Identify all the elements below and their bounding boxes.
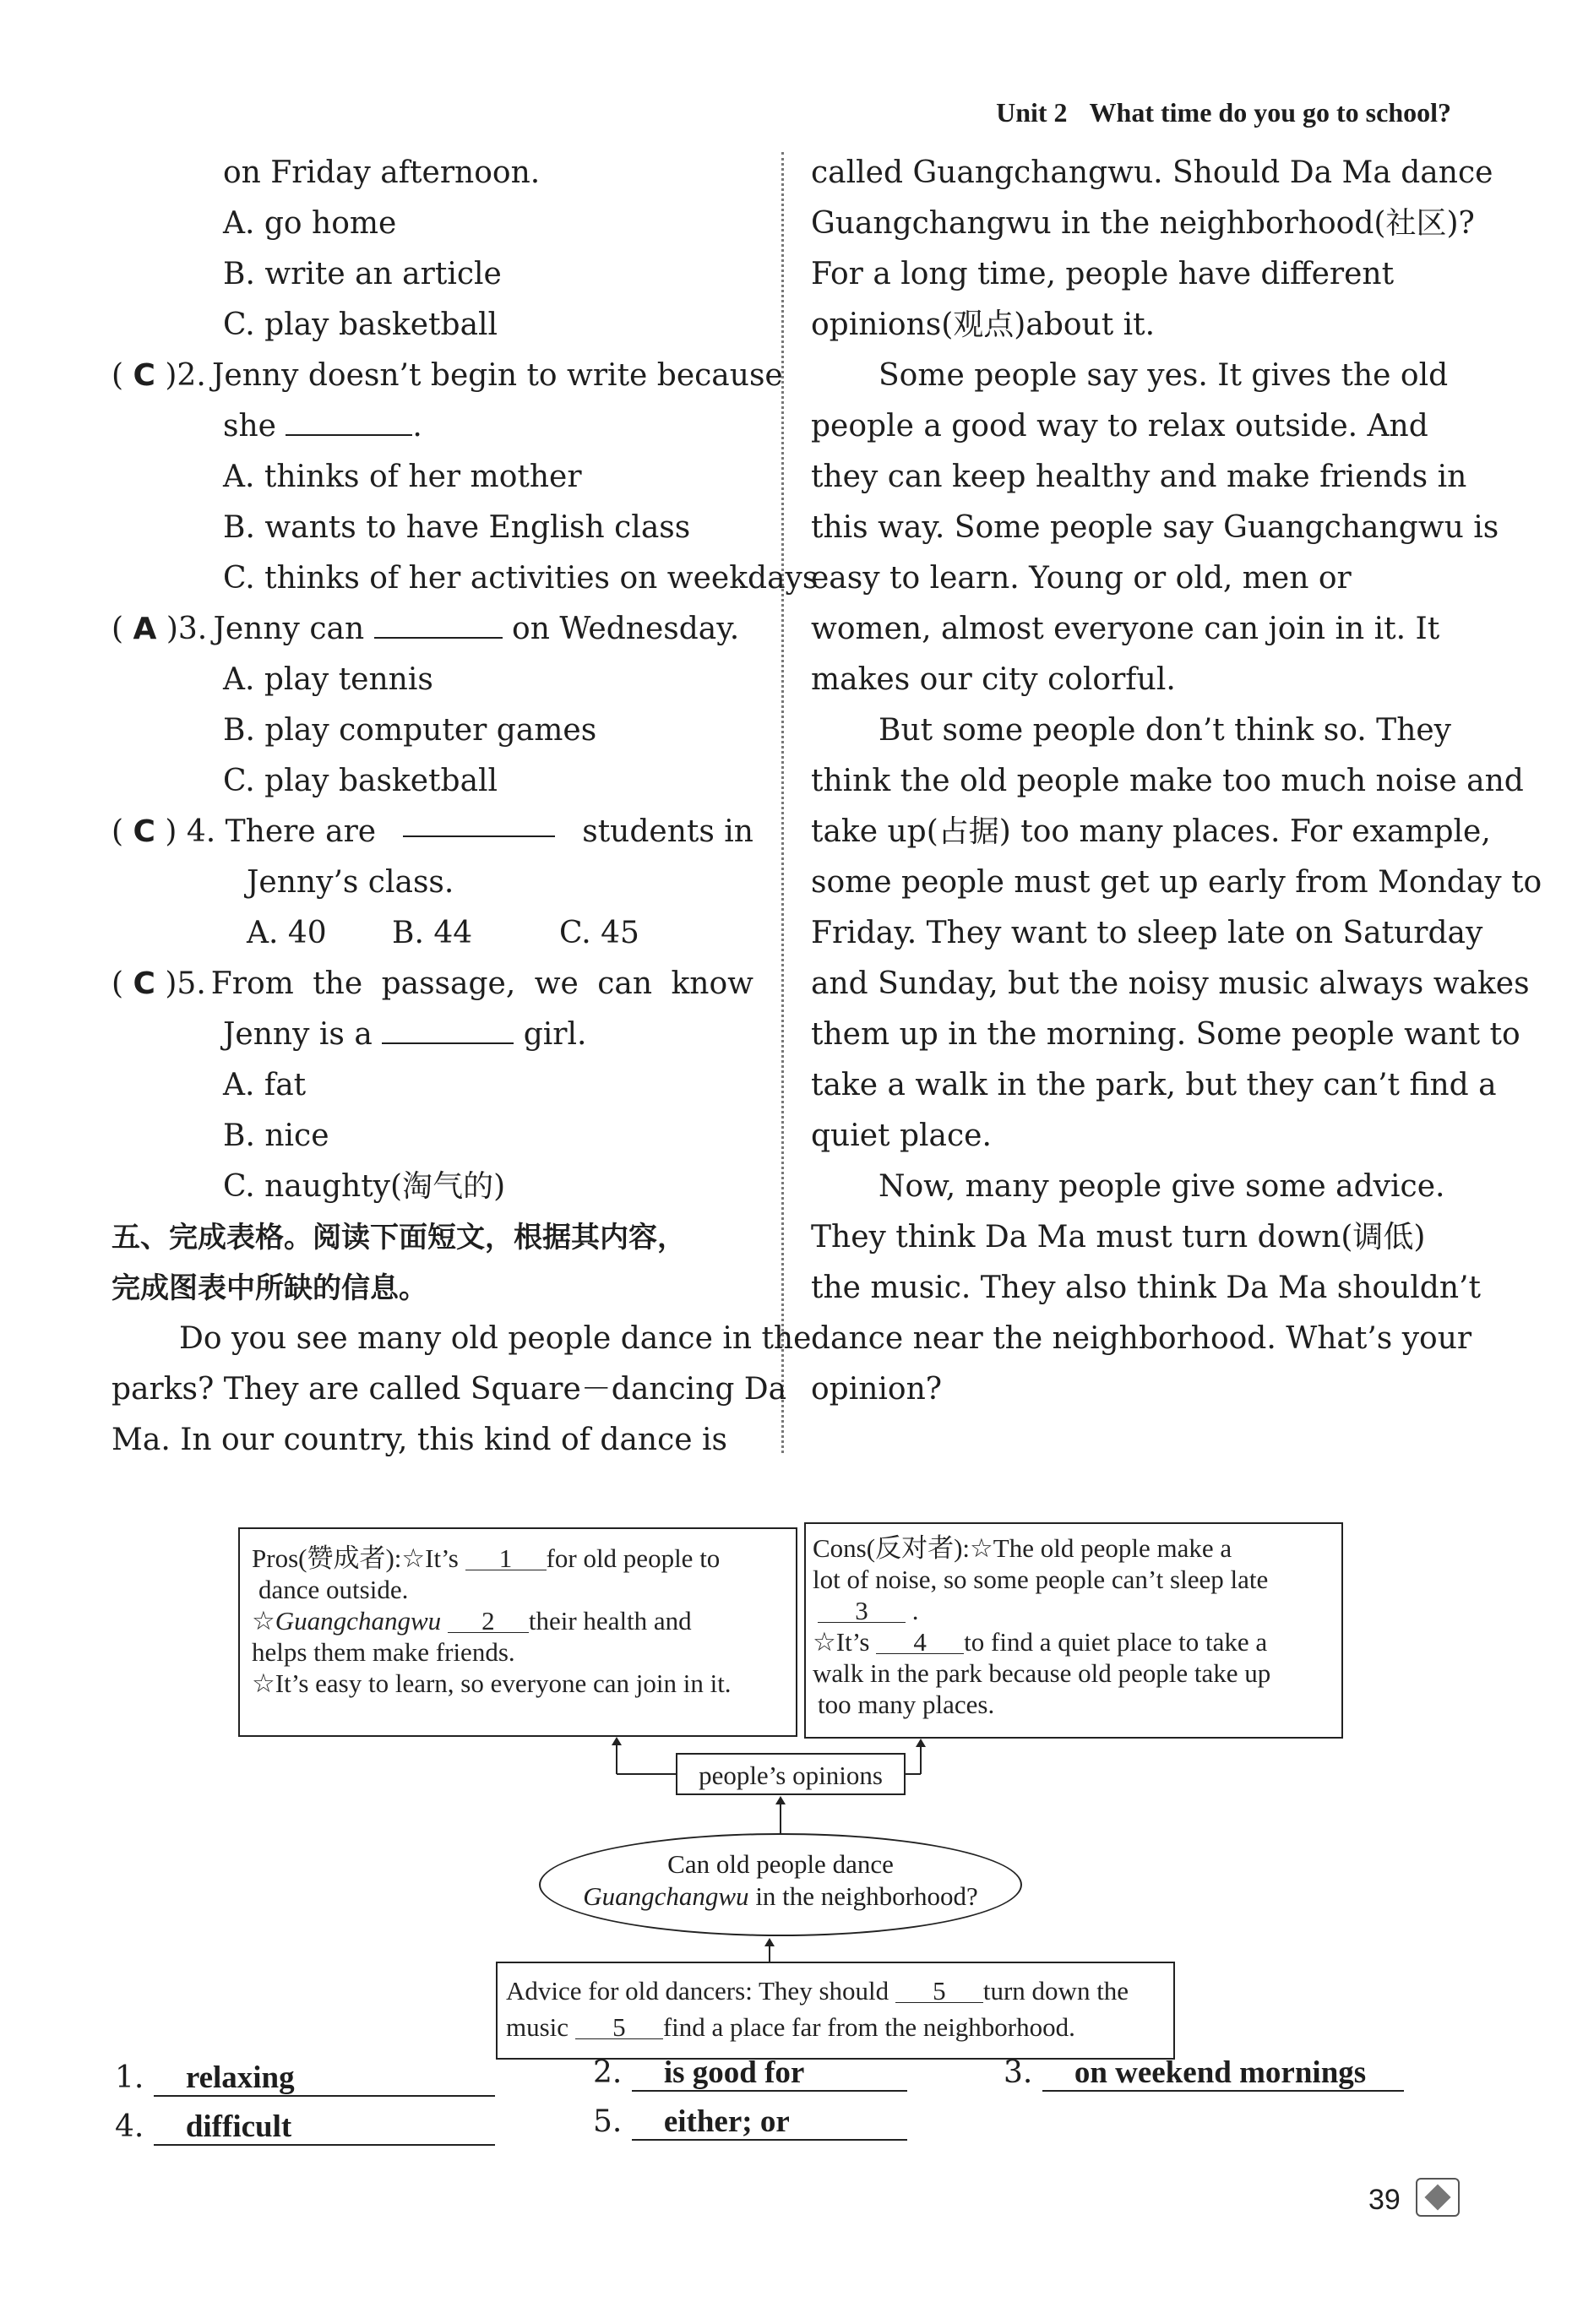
question-4: ( C ) 4. There are students in — [112, 807, 753, 857]
q1-option-b: B. write an article — [223, 257, 502, 291]
passage-line-2: parks? They are called Square－dancing Da — [112, 1372, 787, 1407]
arrow-head — [764, 1938, 775, 1946]
answer-value: on weekend mornings — [1042, 2055, 1404, 2092]
answer-mark: C — [133, 814, 155, 849]
q5-option-b: B. nice — [223, 1118, 329, 1153]
q1-option-c: C. play basketball — [223, 308, 498, 342]
diamond-icon — [1424, 2184, 1450, 2210]
q3-option-a: A. play tennis — [223, 662, 433, 697]
passage-right-line: this way. Some people say Guangchangwu is — [811, 510, 1499, 545]
q1-option-a: A. go home — [223, 206, 397, 241]
q4-option-b: B. 44 — [392, 916, 473, 950]
passage-right-line: Guangchangwu in the neighborhood(社区)? — [811, 206, 1475, 241]
question-2-cont: she . — [112, 401, 753, 452]
passage-right-line: called Guangchangwu. Should Da Ma dance — [811, 155, 1493, 190]
q2-option-b: B. wants to have English class — [223, 510, 691, 545]
passage-right-line: makes our city colorful. — [811, 662, 1176, 697]
q1-tail: on Friday afternoon. — [223, 155, 541, 190]
q2-option-a: A. thinks of her mother — [223, 460, 582, 494]
passage-right-line: Now, many people give some advice. — [879, 1169, 1445, 1204]
answer-value: is good for — [632, 2055, 907, 2092]
q3-option-c: C. play basketball — [223, 764, 498, 798]
question-3: ( A )3. Jenny can on Wednesday. — [112, 604, 753, 655]
arrow-head — [916, 1739, 926, 1747]
running-header — [996, 97, 1451, 128]
passage-right-line: quiet place. — [811, 1118, 992, 1153]
diagram-blank-1: 1 — [465, 1543, 547, 1570]
passage-right-line: people a good way to relax outside. And — [811, 409, 1428, 444]
passage-right-line: the music. They also think Da Ma shouldn’t — [811, 1271, 1481, 1305]
question-2: ( C )2. Jenny doesn’t begin to write because — [112, 358, 783, 393]
passage-right-line: opinion? — [811, 1372, 943, 1407]
cons-box: Cons(反对者):☆The old people make a lot of noise, so some people can’t sleep late 3 . ☆It’s 4 to find a quiet place to take a walk in the park because old people take up too many places. — [804, 1522, 1343, 1739]
diagram-blank-2: 2 — [448, 1605, 529, 1633]
answer-mark: C — [133, 358, 155, 393]
q4-option-a: A. 40 — [247, 916, 327, 950]
answer-blank — [403, 807, 555, 837]
unit-title: What time do you go to school? — [1089, 97, 1451, 128]
q3-option-b: B. play computer games — [223, 713, 597, 748]
passage-right-line: But some people don’t think so. They — [879, 713, 1452, 748]
passage-right-line: take up(占据) too many places. For example, — [811, 814, 1491, 849]
question-5: ( C )5. From the passage, we can know — [112, 966, 753, 1001]
q2-option-c: C. thinks of her activities on weekdays — [223, 561, 819, 596]
page-number: 39 — [1368, 2184, 1401, 2216]
arrow-head — [612, 1737, 622, 1745]
answer-mark: A — [133, 612, 157, 646]
answer-value: relaxing — [154, 2060, 495, 2097]
answer-item: 2. is good for — [593, 2055, 907, 2097]
diagram-blank-3: 3 — [818, 1595, 906, 1623]
passage-right-line: them up in the morning. Some people want to — [811, 1017, 1520, 1052]
answer-mark: C — [133, 966, 155, 1001]
diagram-blank-5b: 5 — [575, 2011, 663, 2039]
q5-option-a: A. fat — [223, 1068, 307, 1102]
left-column — [112, 148, 819, 1466]
answer-value: either; or — [632, 2104, 907, 2141]
unit-label: Unit 2 — [996, 97, 1068, 128]
answer-item: 4. difficult — [115, 2109, 495, 2151]
passage-right-line: For a long time, people have different — [811, 257, 1395, 291]
column-divider — [781, 152, 784, 1453]
passage-right-line: and Sunday, but the noisy music always wakes — [811, 966, 1530, 1001]
passage-right-line: opinions(观点)about it. — [811, 308, 1156, 342]
answer-value: difficult — [154, 2109, 495, 2146]
section-title-line-1: 五、完成表格。阅读下面短文，根据其内容， — [112, 1221, 686, 1255]
q4-option-c: C. 45 — [559, 916, 639, 950]
question-5-cont: Jenny is a girl. — [112, 1010, 753, 1060]
passage-right-line: take a walk in the park, but they can’t find a — [811, 1068, 1497, 1102]
answer-blank — [374, 608, 503, 639]
q5-option-c: C. naughty(淘气的) — [223, 1169, 506, 1204]
answer-item: 5. either; or — [593, 2104, 907, 2146]
passage-right-line: some people must get up early from Monday to — [811, 865, 1542, 900]
passage-right-line: They think Da Ma must turn down(调低) — [811, 1220, 1426, 1255]
answer-item: 1. relaxing — [115, 2060, 495, 2102]
answer-blank — [286, 405, 412, 436]
passage-right-line: Friday. They want to sleep late on Saturday — [811, 916, 1483, 950]
question-text: Jenny doesn’t begin to write because — [211, 358, 783, 393]
answer-blank — [382, 1014, 514, 1044]
passage-right-line: they can keep healthy and make friends in — [811, 460, 1467, 494]
q4-options — [112, 908, 753, 959]
passage-right-line: Some people say yes. It gives the old — [879, 358, 1449, 393]
passage-right-line: think the old people make too much noise and — [811, 764, 1524, 798]
question-4-cont: Jenny’s class. — [247, 865, 454, 900]
advice-box: Advice for old dancers: They should 5 turn down the music 5 find a place far from the neighborhood. — [496, 1962, 1175, 2060]
arrow-head — [775, 1796, 786, 1804]
passage-line-1: Do you see many old people dance in the — [179, 1321, 812, 1356]
diagram-blank-4: 4 — [876, 1626, 964, 1654]
answer-item: 3. on weekend mornings — [1004, 2055, 1404, 2097]
page-badge-icon — [1416, 2178, 1460, 2217]
central-question-ellipse: Can old people dance Guangchangwu in the neighborhood? — [539, 1833, 1022, 1936]
passage-line-3: Ma. In our country, this kind of dance is — [112, 1423, 728, 1457]
right-column — [811, 148, 1542, 1415]
passage-right-line: easy to learn. Young or old, men or — [811, 561, 1352, 596]
passage-right-line: women, almost everyone can join in it. It — [811, 612, 1440, 646]
pros-box: Pros(赞成者):☆It’s 1 for old people to dance outside. ☆Guangchangwu 2 their health and helps them make friends. ☆It’s easy to learn, so everyone can join in it. — [238, 1527, 797, 1737]
opinions-box: people’s opinions — [676, 1753, 906, 1795]
diagram-blank-5a: 5 — [895, 1975, 983, 2003]
section-title-line-2: 完成图表中所缺的信息。 — [112, 1271, 427, 1305]
passage-right-line: dance near the neighborhood. What’s your — [811, 1321, 1472, 1356]
